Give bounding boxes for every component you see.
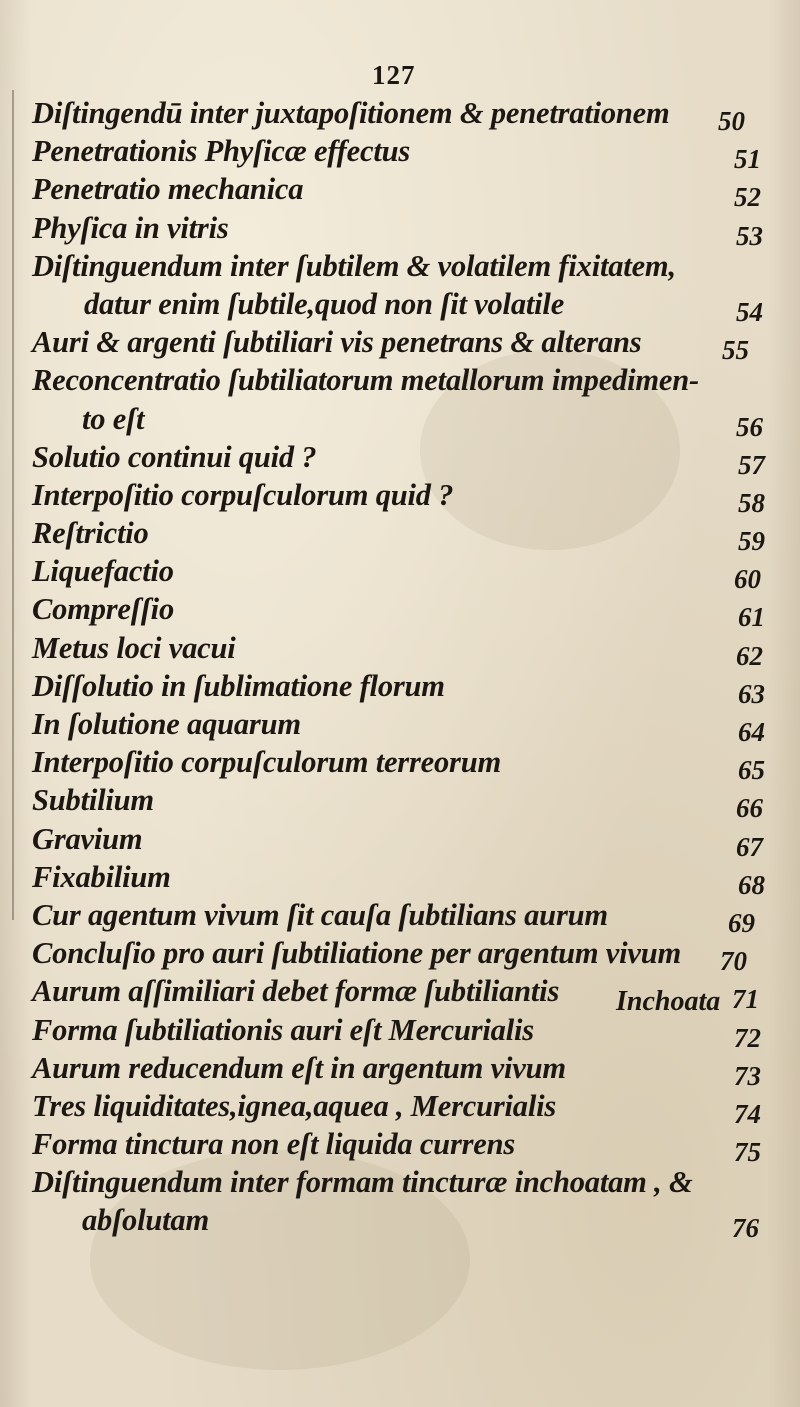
index-entry bbox=[0, 934, 800, 977]
index-entry bbox=[0, 285, 800, 327]
index-entry bbox=[0, 514, 800, 557]
index-entry bbox=[0, 1049, 800, 1091]
entry-page-number: 74 bbox=[734, 1098, 761, 1129]
entry-text: to eſt bbox=[82, 401, 145, 436]
index-entry bbox=[0, 400, 800, 442]
entry-text: Compreſſio bbox=[32, 592, 175, 627]
entry-page-number: 65 bbox=[738, 755, 765, 786]
entry-text: abſolutam bbox=[82, 1203, 209, 1238]
index-entry bbox=[0, 781, 800, 824]
index-entry bbox=[0, 629, 800, 671]
index-entry bbox=[0, 743, 800, 786]
entry-text: Interpoſitio corpuſculorum quid ? bbox=[32, 477, 454, 512]
index-entry bbox=[0, 1163, 800, 1201]
entry-text: Diſtinguendum inter formam tincturæ inchoatam , & bbox=[32, 1165, 693, 1200]
entry-page-number: 69 bbox=[728, 907, 755, 938]
index-entry bbox=[0, 820, 800, 862]
entry-text: Gravium bbox=[32, 821, 143, 856]
entry-page-number: 50 bbox=[718, 106, 745, 136]
entry-page-number: 58 bbox=[738, 487, 765, 518]
index-entries bbox=[0, 94, 800, 1244]
entry-page-number: 64 bbox=[738, 717, 765, 747]
entry-text: Concluſio pro auri ſubtiliatione per argentum vivum bbox=[32, 936, 682, 971]
index-entry bbox=[0, 209, 800, 251]
index-entry bbox=[0, 667, 800, 709]
entry-text: Subtilium bbox=[32, 783, 154, 818]
index-entry bbox=[0, 323, 800, 366]
entry-page-number: 72 bbox=[734, 1022, 761, 1053]
index-entry bbox=[0, 438, 800, 480]
entry-text: Forma ſubtiliationis auri eſt Mercurialis bbox=[32, 1012, 534, 1047]
entry-text: Reſtrictio bbox=[32, 516, 149, 551]
entry-text: Cur agentum vivum ſit cauſa ſubtilians aurum bbox=[32, 897, 608, 932]
catchword: Inchoata bbox=[616, 986, 721, 1017]
entry-text: Penetrationis Phyſicæ effectus bbox=[32, 134, 411, 169]
entry-page-number: 62 bbox=[736, 640, 763, 671]
entry-page-number: 51 bbox=[734, 144, 761, 175]
entry-page-number: 63 bbox=[738, 678, 765, 709]
index-entry bbox=[0, 247, 800, 285]
entry-page-number: 71 bbox=[732, 984, 759, 1015]
entry-text: Solutio continui quid ? bbox=[32, 439, 317, 474]
entry-text: datur enim ſubtile,quod non ſit volatile bbox=[84, 286, 565, 321]
entry-text: Liquefactio bbox=[32, 554, 174, 589]
entry-page-number: 60 bbox=[734, 564, 761, 595]
entry-page-number: 56 bbox=[736, 411, 763, 442]
index-entry bbox=[0, 94, 800, 136]
entry-text: Diſſolutio in ſublimatione florum bbox=[32, 668, 445, 703]
index-entry bbox=[0, 361, 800, 399]
entry-text: Tres liquiditates,ignea,aquea , Mercurialis bbox=[32, 1088, 557, 1123]
entry-text: Auri & argenti ſubtiliari vis penetrans & alterans bbox=[32, 325, 642, 360]
entry-page-number: 73 bbox=[734, 1060, 761, 1091]
index-entry bbox=[0, 170, 800, 213]
index-entry bbox=[0, 1201, 800, 1244]
entry-text: Interpoſitio corpuſculorum terreorum bbox=[32, 745, 501, 780]
index-entry bbox=[0, 590, 800, 633]
index-entry bbox=[0, 896, 800, 938]
entry-text: Phyſica in vitris bbox=[32, 210, 229, 245]
page-number: 127 bbox=[372, 60, 416, 90]
entry-page-number: 76 bbox=[732, 1213, 759, 1244]
entry-text: Metus loci vacui bbox=[32, 630, 236, 665]
entry-page-number: 55 bbox=[722, 335, 749, 366]
entry-text: Diſtingendū inter juxtapoſitionem & penetrationem bbox=[32, 96, 670, 130]
entry-text: Forma tinctura non eſt liquida currens bbox=[32, 1127, 516, 1162]
entry-text: In ſolutione aquarum bbox=[32, 707, 301, 741]
entry-page-number: 54 bbox=[736, 296, 763, 327]
entry-page-number: 57 bbox=[738, 449, 765, 480]
entry-text: Diſtinguendum inter ſubtilem & volatilem fixitatem, bbox=[32, 248, 676, 283]
entry-page-number: 67 bbox=[736, 831, 763, 862]
entry-page-number: 70 bbox=[720, 946, 747, 977]
entry-page-number: 66 bbox=[736, 793, 763, 824]
index-entry bbox=[0, 132, 800, 175]
entry-text: Reconcentratio ſubtiliatorum metallorum impedimen- bbox=[32, 363, 699, 398]
entry-page-number: 53 bbox=[736, 220, 763, 251]
entry-page-number: 61 bbox=[738, 602, 765, 633]
index-entry bbox=[0, 705, 800, 747]
entry-text: Aurum reducendum eſt in argentum vivum bbox=[32, 1050, 566, 1085]
entry-page-number: 68 bbox=[738, 869, 765, 900]
entry-text: Aurum aſſimiliari debet formæ ſubtiliantis bbox=[32, 974, 560, 1009]
entry-text: Fixabilium bbox=[32, 859, 171, 894]
entry-page-number: 59 bbox=[738, 526, 765, 557]
index-entry bbox=[0, 476, 800, 518]
index-entry bbox=[0, 552, 800, 595]
index-entry bbox=[0, 1087, 800, 1129]
entry-page-number: 75 bbox=[734, 1137, 761, 1168]
entry-page-number: 52 bbox=[734, 182, 761, 213]
entry-text: Penetratio mechanica bbox=[32, 172, 304, 207]
index-entry bbox=[0, 858, 800, 900]
index-entry bbox=[0, 1125, 800, 1168]
